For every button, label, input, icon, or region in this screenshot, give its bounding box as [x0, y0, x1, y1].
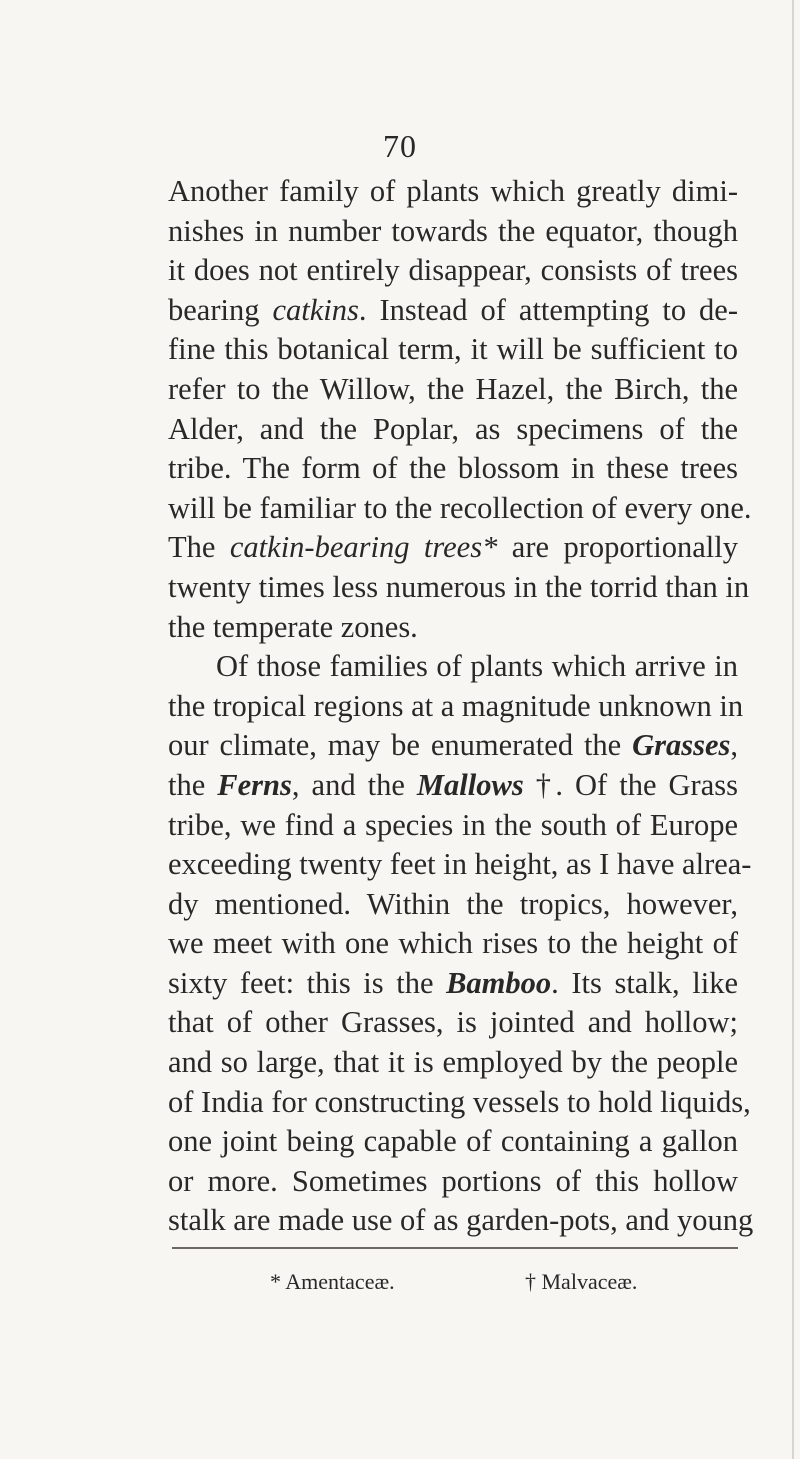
text-line [168, 1083, 751, 1123]
footnote-malvaceae: † Malvaceæ. [525, 1269, 638, 1294]
emphasized-text: catkins [272, 292, 359, 327]
text-segment: the tropical regions at a magnitude unknown in [168, 688, 744, 723]
page-edge-shadow [792, 0, 794, 1459]
text-segment: Alder, and the Poplar, as specimens of the [168, 411, 738, 446]
page-number: 70 [383, 128, 417, 164]
text-segment: will be familiar to the recollection of every one. [168, 490, 752, 525]
text-segment: †. Of the Grass [523, 767, 738, 802]
text-segment: fine this botanical term, it will be sufficient to [168, 332, 738, 367]
text-line [168, 766, 738, 806]
footnote-amentaceae: * Amentaceæ. [270, 1269, 395, 1294]
text-segment: The [168, 530, 230, 565]
text-line [168, 1122, 738, 1162]
text-line [168, 924, 738, 964]
text-line [168, 568, 750, 608]
text-line [168, 212, 738, 252]
text-segment: sixty feet: this is the [168, 965, 447, 1000]
text-line [168, 370, 738, 410]
text-line [168, 885, 738, 925]
text-segment: bearing [168, 292, 273, 327]
text-line [168, 726, 738, 766]
text-segment: dy mentioned. Within the tropics, however, [168, 886, 738, 921]
body-text [168, 172, 754, 1241]
emphasized-text: Bamboo [446, 965, 552, 1000]
text-segment: nishes in number towards the equator, though [168, 213, 738, 248]
text-segment: it does not entirely disappear, consists of trees [168, 253, 738, 288]
text-segment: that of other Grasses, is jointed and hollow; [168, 1005, 738, 1040]
emphasized-text: Mallows [416, 767, 524, 802]
text-segment: . Instead of attempting to de- [358, 292, 738, 327]
text-segment: refer to the Willow, the Hazel, the Birch, the [168, 371, 738, 406]
text-line [168, 291, 738, 331]
text-segment: one joint being capable of containing a gallon [168, 1124, 738, 1159]
text-line [168, 172, 738, 212]
text-line [168, 845, 752, 885]
text-segment: and so large, that it is employed by the people [168, 1045, 738, 1080]
text-line [168, 1043, 738, 1083]
text-segment: , [730, 728, 738, 763]
text-line [168, 489, 752, 529]
text-segment: exceeding twenty feet in height, as I have alrea- [168, 847, 752, 882]
text-segment: or more. Sometimes portions of this hollow [168, 1163, 738, 1198]
emphasized-text: catkin-bearing trees* [229, 530, 498, 565]
text-line [168, 964, 738, 1004]
text-segment: we meet with one which rises to the height of [168, 926, 738, 961]
text-line [168, 449, 738, 489]
text-line [168, 608, 738, 648]
text-segment: Another family of plants which greatly dimi- [168, 174, 738, 208]
text-segment: . Its stalk, like [551, 965, 738, 1000]
text-line [168, 330, 738, 370]
text-segment: tribe. The form of the blossom in these trees [168, 451, 738, 486]
text-segment: are proportionally [497, 530, 738, 565]
text-segment: tribe, we find a species in the south of Europe [168, 807, 738, 842]
text-line [168, 251, 738, 291]
text-line [168, 1201, 754, 1241]
text-segment: the temperate zones. [168, 609, 418, 644]
text-segment: our climate, may be enumerated the [168, 728, 633, 763]
text-line [168, 528, 738, 568]
text-line [168, 687, 744, 727]
emphasized-text: Ferns [217, 767, 292, 802]
text-line [168, 806, 738, 846]
footnote-rule [172, 1247, 738, 1249]
text-line [168, 410, 738, 450]
text-line [168, 1003, 738, 1043]
text-line [168, 647, 738, 687]
text-line [168, 1162, 738, 1202]
emphasized-text: Grasses [632, 728, 731, 763]
text-segment: stalk are made use of as garden-pots, and young [168, 1203, 754, 1238]
text-segment: of India for constructing vessels to hold liquids, [168, 1084, 751, 1119]
text-segment: the [168, 767, 218, 802]
text-segment: , and the [291, 767, 417, 802]
text-segment: twenty times less numerous in the torrid than in [168, 569, 750, 604]
text-segment: Of those families of plants which arrive in [216, 649, 738, 684]
